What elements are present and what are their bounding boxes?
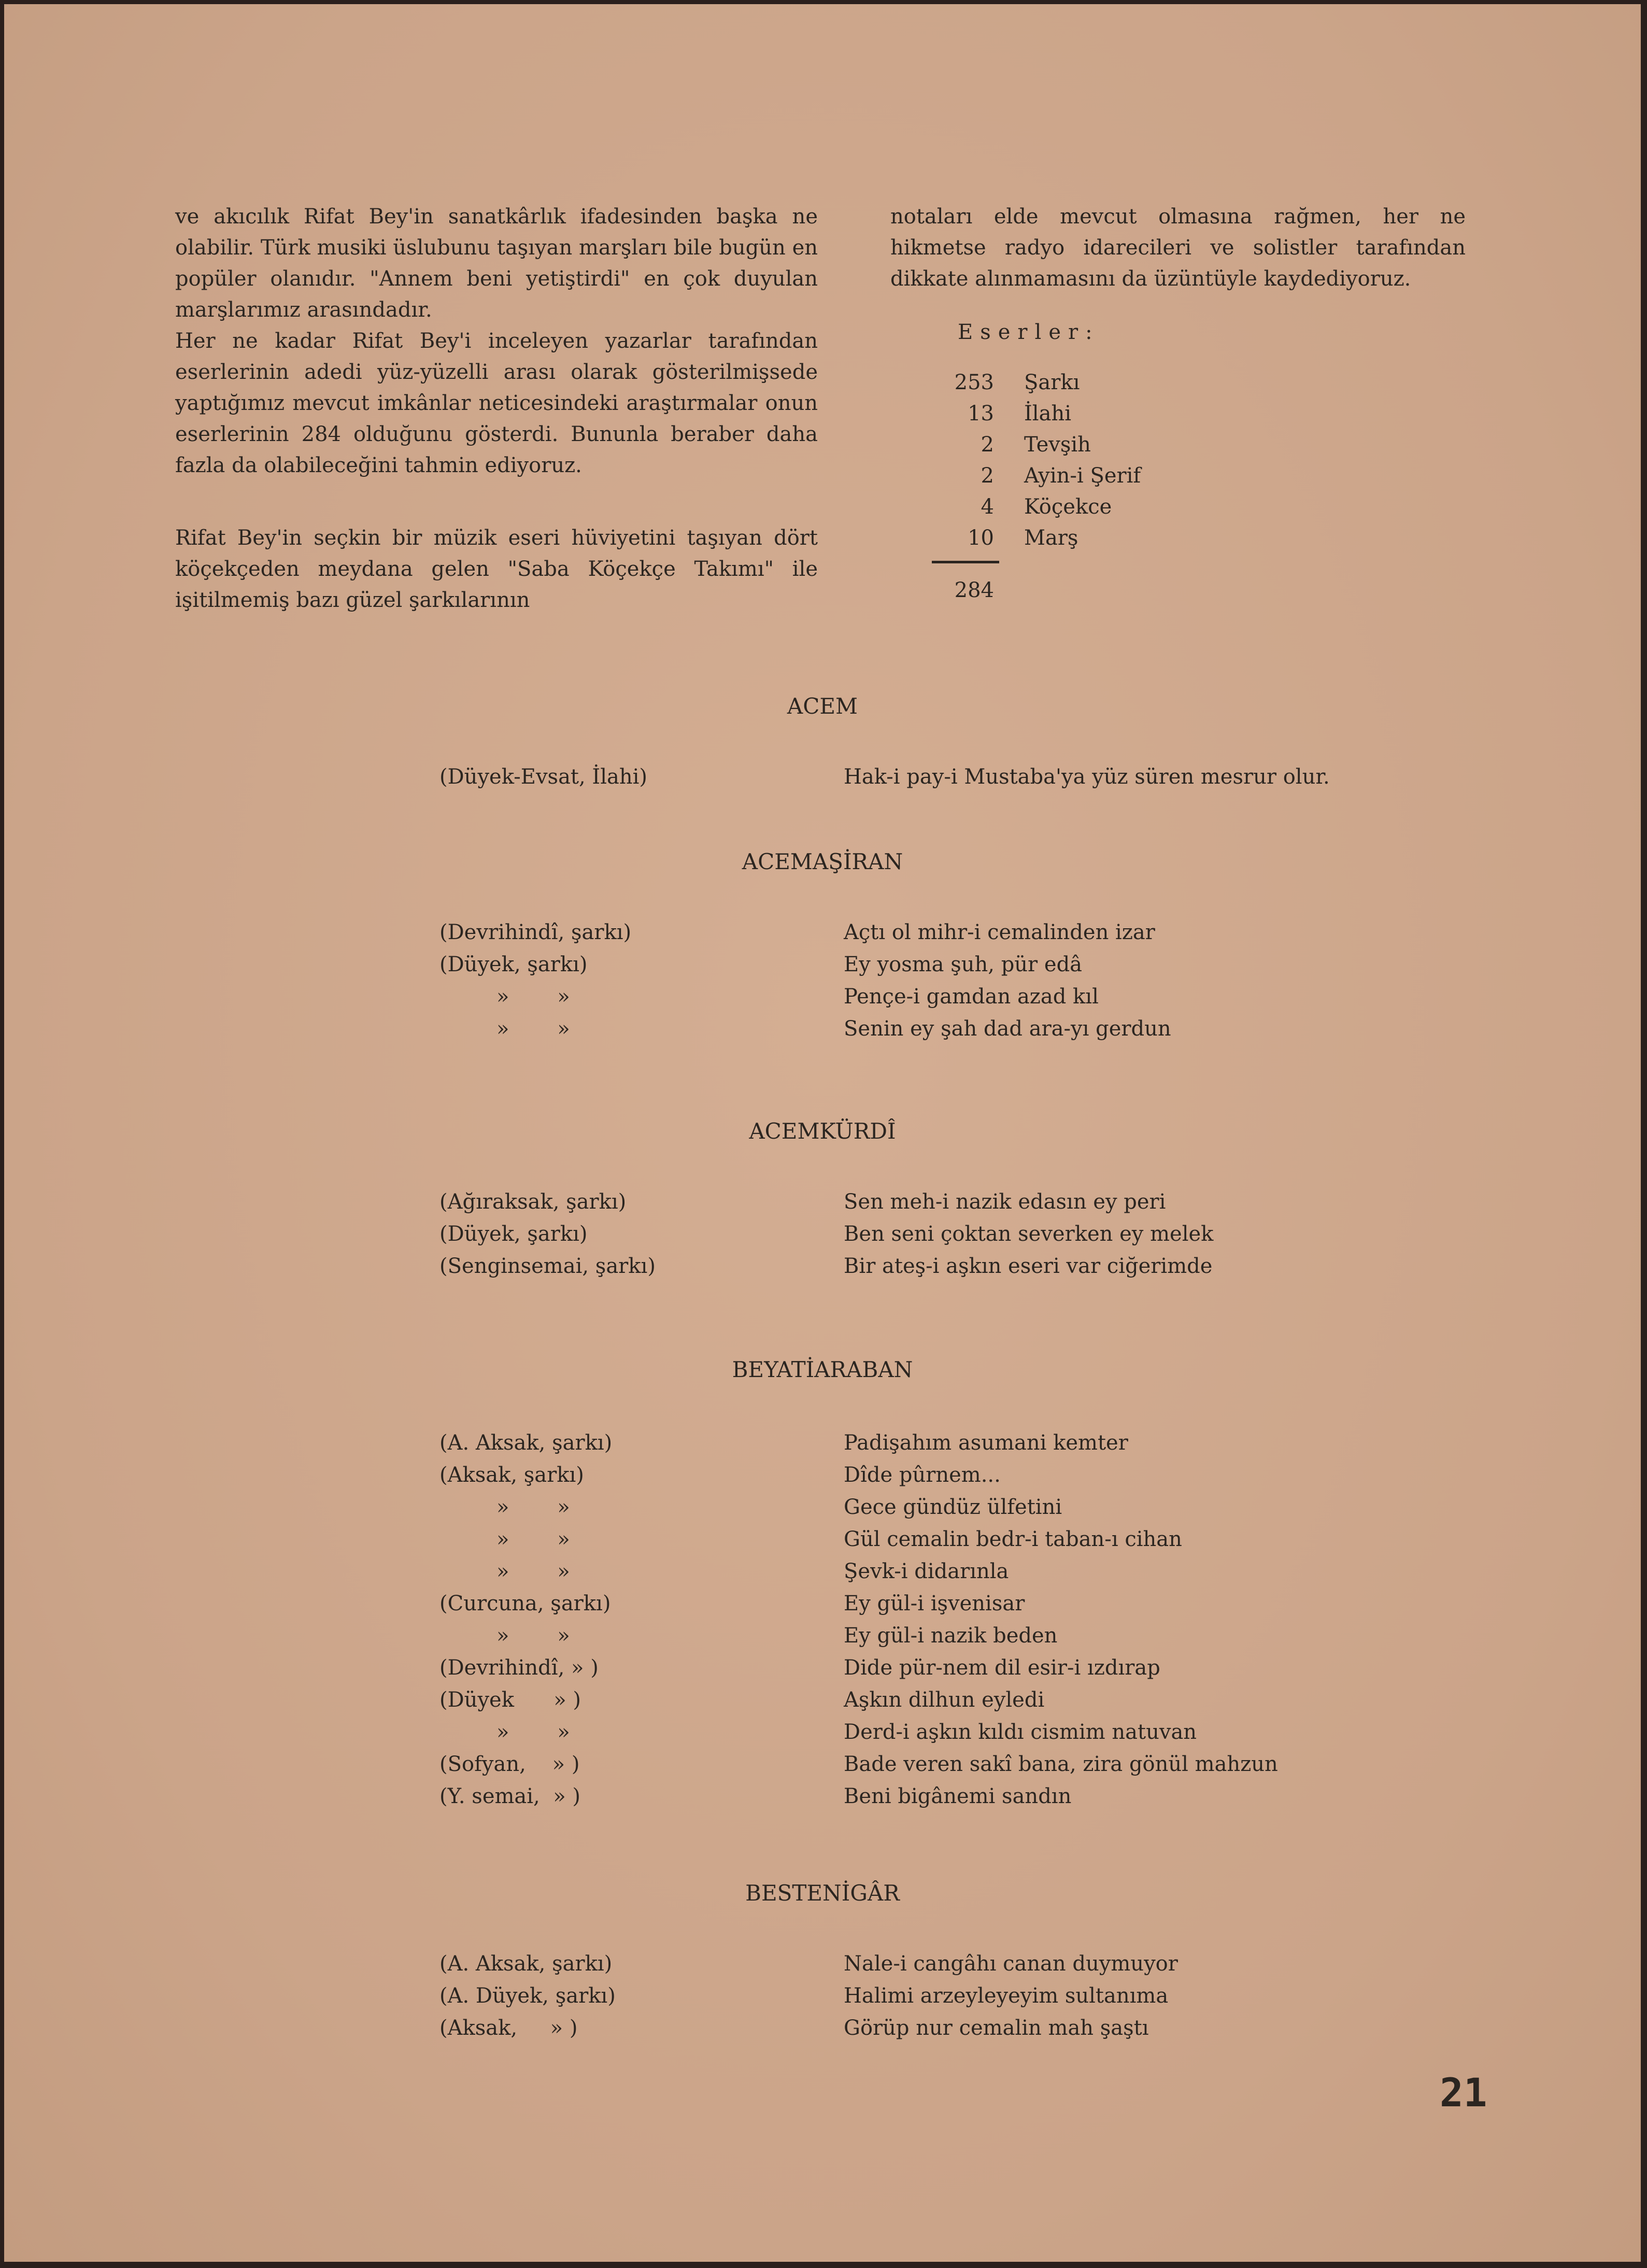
- works-item: [932, 522, 1141, 554]
- works-item: [932, 429, 1141, 460]
- entry-title: Ey gül-i nazik beden: [844, 1624, 1058, 1648]
- intro-paragraph-3: Rifat Bey'in seçkin bir müzik eseri hüviyetini taşıyan dört köçekçeden meydana gelen "Saba Köçekçe Takımı" ile işitilmemiş bazı güzel şarkılarının: [175, 526, 818, 612]
- entry-form: (A. Aksak, şarkı): [439, 1952, 613, 1976]
- entry-form: (Senginsemai, şarkı): [439, 1254, 656, 1278]
- entry-title: Aşkın dilhun eyledi: [844, 1688, 1045, 1712]
- works-name: Tevşih: [1024, 433, 1091, 457]
- works-total: 284: [954, 578, 994, 602]
- entry-form-ditto: » »: [496, 1495, 591, 1519]
- entry-title: Halimi arzeyleyeyim sultanıma: [844, 1984, 1169, 2008]
- entry-form: (Düyek-Evsat, İlahi): [439, 765, 648, 789]
- entry-title: Nale-i cangâhı canan duymuyor: [844, 1952, 1178, 1976]
- entry-title: Padişahım asumani kemter: [844, 1431, 1128, 1455]
- entry-form: (Aksak, » ): [439, 2016, 578, 2040]
- entry-form: (A. Düyek, şarkı): [439, 1984, 616, 2008]
- entry-form: (Devrihindî, » ): [439, 1656, 599, 1680]
- list-item: [4, 1748, 1641, 1780]
- entry-form-ditto: » »: [496, 985, 591, 1009]
- works-count: 2: [981, 433, 994, 457]
- entry-title: Bade veren sakî bana, zira gönül mahzun: [844, 1752, 1278, 1776]
- entry-title: Açtı ol mihr-i cemalinden izar: [844, 920, 1155, 944]
- works-count: 253: [954, 371, 994, 394]
- works-item: [932, 491, 1141, 522]
- entry-title: Ben seni çoktan severken ey melek: [844, 1222, 1214, 1246]
- works-count: 4: [981, 495, 994, 519]
- entry-form-ditto: » »: [496, 1017, 591, 1041]
- works-count: 2: [981, 464, 994, 488]
- list-item: [4, 1218, 1641, 1250]
- section-title-bestenigar: BESTENİGÂR: [745, 1880, 900, 1906]
- list-item: [4, 1459, 1641, 1491]
- entry-form: (Y. semai, » ): [439, 1784, 580, 1808]
- list-item: [4, 1491, 1641, 1523]
- works-name: İlahi: [1024, 402, 1071, 426]
- entry-title: Gül cemalin bedr-i taban-ı cihan: [844, 1527, 1182, 1551]
- works-name: Marş: [1024, 526, 1078, 550]
- entry-title: Derd-i aşkın kıldı cismim natuvan: [844, 1720, 1197, 1744]
- list-item: [4, 948, 1641, 981]
- entry-form: (Devrihindî, şarkı): [439, 920, 632, 944]
- section-title-acemasiran: ACEMAŞİRAN: [742, 849, 903, 874]
- list-item: [4, 1948, 1641, 1980]
- list-item: [4, 1555, 1641, 1587]
- intro-paragraph-1: ve akıcılık Rifat Bey'in sanatkârlık ifadesinden başka ne olabilir. Türk musiki üslubunu taşıyan marşları bile bugün en popüler olanıdır. "Annem beni yetiştirdi" en çok duyulan marşlarımız arasındadır.: [175, 205, 818, 322]
- entry-title: Şevk-i didarınla: [844, 1560, 1009, 1583]
- entry-title: Gece gündüz ülfetini: [844, 1495, 1062, 1519]
- list-item: [4, 1587, 1641, 1620]
- works-sum-line: [932, 561, 999, 563]
- section-entries-beyatiaraban: [4, 1427, 1641, 1812]
- section-title-acem: ACEM: [787, 693, 858, 719]
- list-item: [4, 1780, 1641, 1812]
- entry-title: Senin ey şah dad ara-yı gerdun: [844, 1017, 1171, 1041]
- list-item: [4, 1523, 1641, 1555]
- section-entries-acem: [4, 761, 1641, 793]
- entry-title: Ey gül-i işvenisar: [844, 1592, 1025, 1615]
- entry-title: Dîde pûrnem...: [844, 1463, 1001, 1487]
- section-title-acemkurdi: ACEMKÜRDÎ: [749, 1118, 896, 1144]
- entry-title: Ey yosma şuh, pür edâ: [844, 953, 1083, 976]
- list-item: [4, 1013, 1641, 1045]
- entry-form: (Düyek, şarkı): [439, 1222, 588, 1246]
- entry-title: Beni bigânemi sandın: [844, 1784, 1072, 1808]
- entry-title: Görüp nur cemalin mah şaştı: [844, 2016, 1149, 2040]
- entry-title: Hak-i pay-i Mustaba'ya yüz süren mesrur olur.: [844, 765, 1330, 789]
- entry-form: (Düyek » ): [439, 1688, 581, 1712]
- entry-form: (Ağıraksak, şarkı): [439, 1190, 627, 1214]
- entry-form: (Sofyan, » ): [439, 1752, 580, 1776]
- entry-form-ditto: » »: [496, 1624, 591, 1648]
- section-title-beyatiaraban: BEYATİARABAN: [732, 1357, 913, 1382]
- works-item: [932, 460, 1141, 491]
- entry-title: Bir ateş-i aşkın eseri var ciğerimde: [844, 1254, 1213, 1278]
- list-item: [4, 1250, 1641, 1282]
- works-item: [932, 367, 1141, 398]
- section-entries-acemasiran: [4, 916, 1641, 1045]
- section-entries-acemkurdi: [4, 1186, 1641, 1282]
- list-item: [4, 2012, 1641, 2044]
- works-name: Şarkı: [1024, 371, 1080, 394]
- entry-form: (Curcuna, şarkı): [439, 1592, 611, 1615]
- entry-form: (Düyek, şarkı): [439, 953, 588, 976]
- intro-paragraph-2: Her ne kadar Rifat Bey'i inceleyen yazarlar tarafından eserlerinin adedi yüz-yüzelli arası olarak gösterilmişsede yaptığımız mevcut imkânlar neticesindeki araştırmalar onun eserlerinin 284 olduğunu gösterdi. Bununla beraber daha fazla da olabileceğini tahmin ediyoruz.: [175, 329, 818, 477]
- works-name: Köçekce: [1024, 495, 1112, 519]
- entry-title: Sen meh-i nazik edasın ey peri: [844, 1190, 1166, 1214]
- entry-form-ditto: » »: [496, 1720, 591, 1744]
- entry-title: Dide pür-nem dil esir-i ızdırap: [844, 1656, 1160, 1680]
- page-number: 21: [1440, 2069, 1487, 2116]
- list-item: [4, 761, 1641, 793]
- entry-form-ditto: » »: [496, 1527, 591, 1551]
- works-name: Ayin-i Şerif: [1024, 464, 1141, 488]
- entry-form: (Aksak, şarkı): [439, 1463, 584, 1487]
- list-item: [4, 1652, 1641, 1684]
- list-item: [4, 1620, 1641, 1652]
- works-count: 10: [968, 526, 994, 550]
- document-page: [4, 4, 1641, 2262]
- list-item: [4, 981, 1641, 1013]
- entry-form-ditto: » »: [496, 1560, 591, 1583]
- list-item: [4, 1186, 1641, 1218]
- works-title: Eserler:: [958, 320, 1100, 344]
- entry-form: (A. Aksak, şarkı): [439, 1431, 613, 1455]
- works-count: 13: [968, 402, 994, 426]
- section-entries-bestenigar: [4, 1948, 1641, 2044]
- entry-title: Pençe-i gamdan azad kıl: [844, 985, 1099, 1009]
- list-item: [4, 916, 1641, 948]
- intro-paragraph-right: notaları elde mevcut olmasına rağmen, her ne hikmetse radyo idarecileri ve solistler tarafından dikkate alınmamasını da üzüntüyle kaydediyoruz.: [890, 205, 1466, 291]
- list-item: [4, 1427, 1641, 1459]
- list-item: [4, 1980, 1641, 2012]
- list-item: [4, 1716, 1641, 1748]
- works-list: [932, 367, 1141, 606]
- works-item: [932, 398, 1141, 429]
- list-item: [4, 1684, 1641, 1716]
